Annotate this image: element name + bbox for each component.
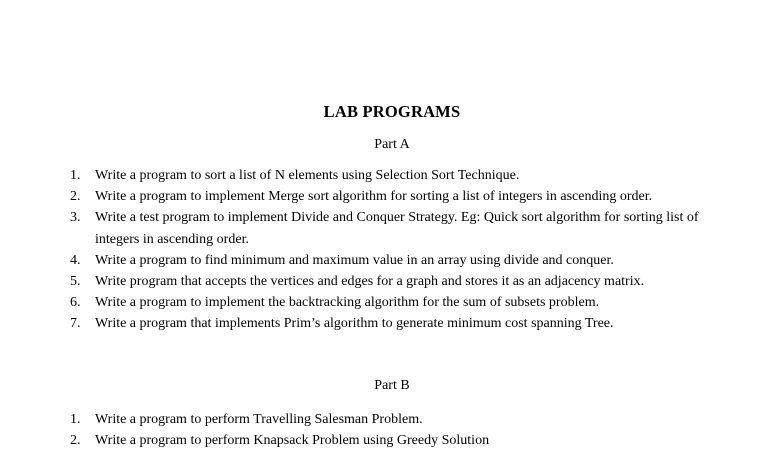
list-item-text: Write a program to implement Merge sort algorithm for sorting a list of integers in ascending order. [95, 189, 653, 205]
list-item [0, 292, 784, 313]
list-item-number: 3. [70, 210, 81, 226]
list-item-text: Write a program to perform Travelling Salesman Problem. [95, 412, 423, 427]
list-item [0, 186, 784, 207]
list-item-number: 4. [70, 252, 81, 268]
part-b-list [0, 409, 784, 451]
list-item-text: Write a program to find minimum and maximum value in an array using divide and conquer. [95, 252, 614, 268]
list-item-number: 6. [70, 295, 81, 311]
part-b-heading: Part B [374, 378, 410, 393]
list-item-text: Write a program to perform Knapsack Problem using Greedy Solution [95, 433, 490, 449]
list-item-number: 7. [70, 316, 81, 332]
list-item [0, 250, 784, 271]
page-title: LAB PROGRAMS [323, 102, 461, 121]
list-item-number: 5. [70, 274, 81, 290]
list-item [0, 207, 784, 249]
part-a-list [0, 165, 784, 335]
list-item [0, 271, 784, 292]
list-item-text: Write a program that implements Prim’s algorithm to generate minimum cost spanning Tree. [95, 316, 614, 332]
list-item-number: 1. [70, 412, 81, 427]
list-item-text: Write a test program to implement Divide and Conquer Strategy. Eg: Quick sort algorithm for sorting list of integers in ascending order. [95, 210, 699, 247]
list-item-text: Write a program to sort a list of N elements using Selection Sort Technique. [95, 168, 520, 183]
list-item-number: 2. [70, 189, 81, 205]
list-item-text: Write a program to implement the backtracking algorithm for the sum of subsets problem. [95, 295, 600, 311]
list-item [0, 409, 784, 430]
list-item [0, 313, 784, 334]
part-a-heading: Part A [374, 137, 410, 152]
list-item [0, 165, 784, 186]
list-item-number: 1. [70, 168, 81, 183]
list-item-number: 2. [70, 433, 81, 449]
list-item-text: Write program that accepts the vertices and edges for a graph and stores it as an adjacency matrix. [95, 274, 645, 290]
